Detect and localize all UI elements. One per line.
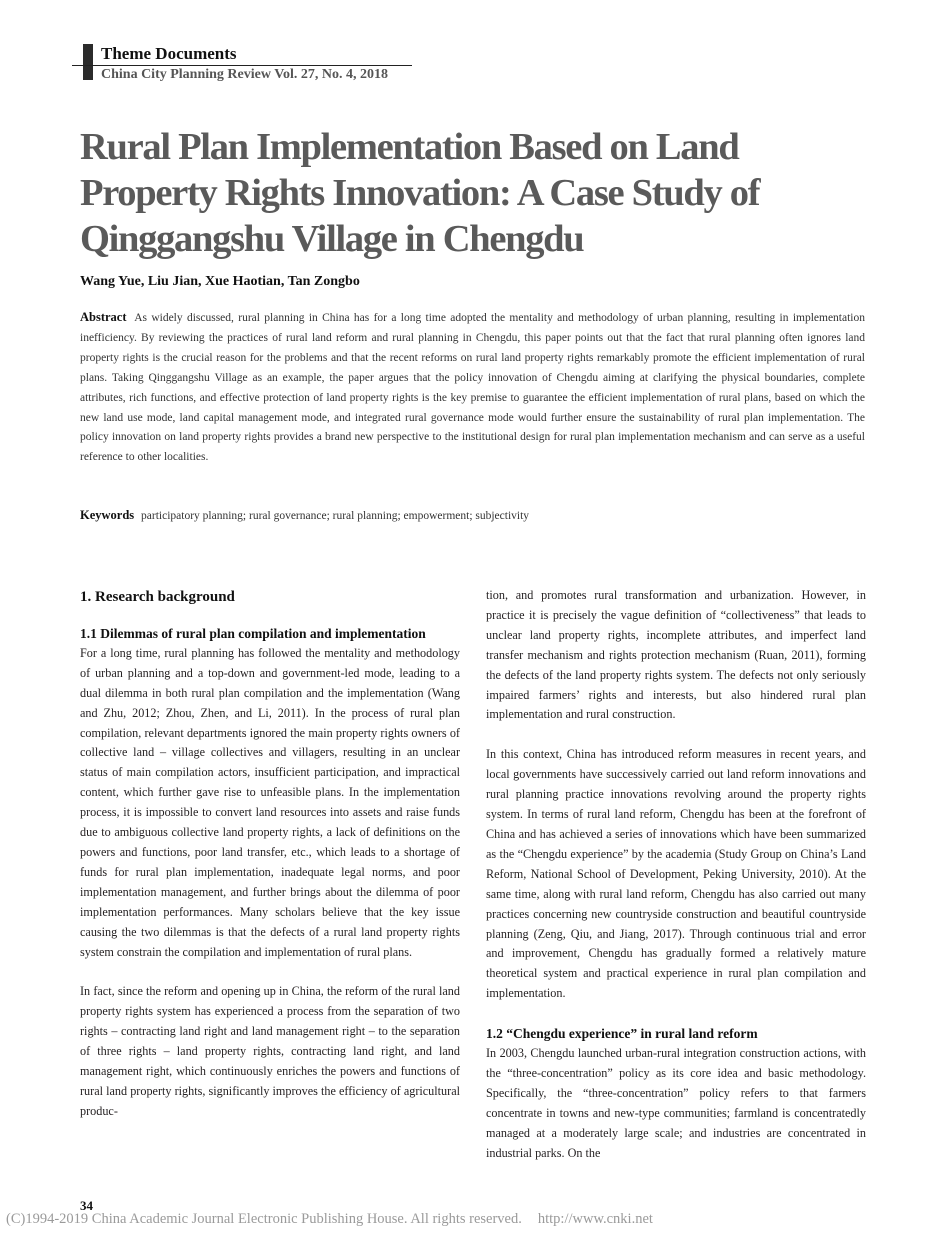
paragraph: For a long time, rural planning has followed the mentality and methodology of urban planning and a top-down and government-led mode, leading to a dual dilemma in both rural plan compilation and the implementation (Wang and Zhu, 2012; Zhou, Zhen, and Li, 2011). In the process of rural plan compilation, relevant departments ignored the main property rights owners of collective land – village collectives and villagers, resulting in an unclear status of main compilation actors, insufficient participation, and impractical content, which further gave rise to unfeasible plans. In the implementation process, it is impossible to convert land resources into assets and raise funds due to ambiguous collective land property rights, a lack of definitions on the powers and functions, poor land transfer, etc., which leads to a shortage of funds for rural plan implementation, inadequate legal norms, and poor implementation management, and further brings about the dilemma of poor implementation performances. Many scholars believe that the key issue causing the two dilemmas is that the defects of a rural land property rights system constrain the compilation and implementation of rural plans.	[80, 645, 460, 959]
left-column	[80, 586, 460, 1142]
authors: Wang Yue, Liu Jian, Xue Haotian, Tan Zongbo	[80, 274, 360, 289]
copyright-footer	[6, 1211, 653, 1228]
paragraph: tion, and promotes rural transformation and urbanization. However, in practice it is precisely the vague definition of “collectiveness” that leads to unclear land property rights, incomplete attributes, and imperfect land transfer mechanism and rights protection mechanism (Ruan, 2011), forming the defects of the land property rights system. The defects not only seriously impaired farmers’ rights and interests, but also hindered rural plan implementation and rural construction.	[486, 588, 866, 722]
page-number: 34	[80, 1198, 93, 1213]
section-heading: 1. Research background	[80, 589, 235, 605]
paragraph: In 2003, Chengdu launched urban-rural integration construction actions, with the “three-concentration” policy as its core idea and basic methodology. Specifically, the “three-concentration” policy refers to that farmers concentrate in towns and new-type communities; farmland is concentratedly managed at a moderately large scale; and industries are concentrated in industrial parks. On the	[486, 1046, 866, 1160]
article-title: Rural Plan Implementation Based on Land Property Rights Innovation: A Case Study of Qinggangshu Village in Chengdu	[80, 126, 760, 260]
keywords-text: participatory planning; rural governance; rural planning; empowerment; subjectivity	[141, 510, 530, 522]
abstract	[80, 308, 865, 468]
header-rule	[72, 65, 412, 66]
header-bar	[83, 44, 93, 80]
footer-link[interactable]: http://www.cnki.net	[537, 1211, 653, 1227]
journal-info: China City Planning Review Vol. 27, No. 4, 2018	[101, 67, 389, 82]
section-title: Theme Documents	[101, 44, 237, 63]
paragraph: In this context, China has introduced reform measures in recent years, and local governments have successively carried out land reform innovations and rural planning practice innovations revolving around the property rights system. In terms of rural land reform, Chengdu has been at the forefront of China and has achieved a series of innovations which have been summarized as the “Chengdu experience” by the academia (Study Group on China’s Land Reform, National School of Development, Peking University, 2010). At the same time, along with rural land reform, Chengdu has also carried out many practices concerning new countryside construction and beautiful countryside planning (Zeng, Qiu, and Jiang, 2017). Through continuous trial and error and improvement, Chengdu has gradually formed a relatively mature theoretical system and practical experience in rural plan compilation and implementation.	[486, 747, 866, 1001]
right-column	[486, 586, 866, 1183]
abstract-text: As widely discussed, rural planning in China has for a long time adopted the mentality and methodology of urban planning, resulting in implementation inefficiency. By reviewing the practices of rural land reform and rural planning in Chengdu, this paper points out that the fact that rural planning often ignores land property rights is the crucial reason for the problems and that the recent reforms on rural land property rights remarkably promote the efficient implementation of rural plans. Taking Qinggangshu Village as an example, the paper argues that the policy innovation of Chengdu aiming at clarifying the physical boundaries, complete attributes, rich functions, and effective protection of land property rights is the key premise to guarantee the efficient implementation of rural plans, based on which the new land use mode, land capital management mode, and integrated rural governance mode would further ensure the sustainability of rural plan implementation. The policy innovation on land property rights provides a brand new perspective to the institutional design for rural plan implementation mechanism and can serve as a useful reference to other localities.	[80, 312, 865, 464]
paragraph: In fact, since the reform and opening up in China, the reform of the rural land property rights system has experienced a process from the separation of two rights – contracting land right and land management right – to the separation of three rights – land property rights, contracting land right, and land management right, which continuously enriches the powers and functions of rural land property rights, significantly improves the efficiency of agricultural produc-	[80, 984, 460, 1118]
subsection-heading: 1.2 “Chengdu experience” in rural land reform	[486, 1026, 758, 1042]
abstract-label: Abstract	[80, 310, 127, 324]
keywords	[80, 508, 865, 523]
copyright-text: (C)1994-2019 China Academic Journal Electronic Publishing House. All rights reserved.	[6, 1211, 522, 1227]
subsection-heading: 1.1 Dilemmas of rural plan compilation and implementation	[80, 626, 426, 641]
keywords-label: Keywords	[80, 508, 135, 522]
